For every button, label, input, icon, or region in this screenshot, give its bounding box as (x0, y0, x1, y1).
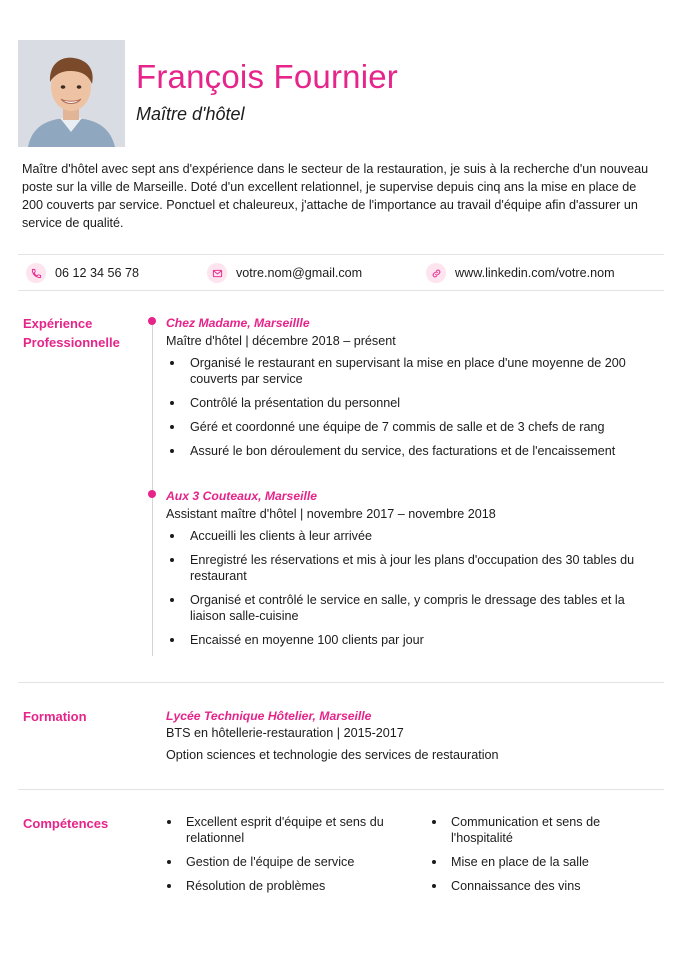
envelope-icon (207, 263, 227, 283)
contact-linkedin[interactable] (426, 263, 615, 283)
list-item: Organisé et contrôlé le service en salle, y compris le dressage des tables et la liaison salle-cuisine (166, 592, 646, 624)
resume-header (18, 40, 658, 148)
list-item: Accueilli les clients à leur arrivée (166, 528, 646, 544)
contact-phone[interactable] (26, 263, 139, 283)
experience-entry (166, 315, 646, 467)
list-item: Géré et coordonné une équipe de 7 commis de salle et de 3 chefs de rang (166, 419, 646, 435)
employer-name: Chez Madame, Marseillle (166, 316, 310, 330)
skill-item: Résolution de problèmes (166, 878, 391, 894)
education-entry (166, 708, 646, 764)
timeline-dot (148, 317, 156, 325)
list-item: Assuré le bon déroulement du service, des facturations et de l'encaissement (166, 443, 646, 459)
skills-column-left (166, 814, 391, 902)
link-icon (426, 263, 446, 283)
employer-name: Aux 3 Couteaux, Marseille (166, 489, 318, 503)
skill-item: Communication et sens de l'hospitalité (431, 814, 631, 846)
school-name: Lycée Technique Hôtelier, Marseille (166, 709, 372, 723)
phone-icon (26, 263, 46, 283)
section-divider (18, 682, 664, 683)
degree: BTS en hôtellerie-restauration | 2015-2017 (166, 726, 404, 740)
skill-item: Gestion de l'équipe de service (166, 854, 391, 870)
skill-item: Excellent esprit d'équipe et sens du relationnel (166, 814, 391, 846)
list-item: Encaissé en moyenne 100 clients par jour (166, 632, 646, 648)
candidate-name: François Fournier (136, 58, 398, 95)
job-bullets (166, 528, 646, 648)
section-divider (18, 789, 664, 790)
experience-entry (166, 488, 646, 656)
list-item: Contrôlé la présentation du personnel (166, 395, 646, 411)
job-role: Assistant maître d'hôtel | novembre 2017 – novembre 2018 (166, 507, 496, 521)
skill-item: Connaissance des vins (431, 878, 631, 894)
section-title-experience: Expérience Professionnelle (23, 316, 120, 350)
contact-email[interactable] (207, 263, 362, 283)
portrait-illustration (18, 40, 125, 147)
phone-number: 06 12 34 56 78 (55, 266, 140, 280)
skills-column-right (431, 814, 631, 902)
section-title-education: Formation (23, 709, 87, 724)
skill-item: Mise en place de la salle (431, 854, 631, 870)
contact-bar (18, 254, 664, 291)
list-item: Organisé le restaurant en supervisant la mise en place d'une moyenne de 200 couverts par service (166, 355, 646, 387)
candidate-job-title: Maître d'hôtel (136, 104, 245, 124)
degree-option: Option sciences et technologie des services de restauration (166, 748, 499, 762)
experience-timeline (152, 318, 153, 656)
list-item: Enregistré les réservations et mis à jour les plans d'occupation des 30 tables du restaurant (166, 552, 646, 584)
job-bullets (166, 355, 646, 459)
email-address: votre.nom@gmail.com (236, 266, 363, 280)
linkedin-url: www.linkedin.com/votre.nom (455, 266, 615, 280)
job-role: Maître d'hôtel | décembre 2018 – présent (166, 334, 396, 348)
profile-photo (18, 40, 125, 147)
timeline-dot (148, 490, 156, 498)
section-title-skills: Compétences (23, 816, 109, 831)
profile-summary: Maître d'hôtel avec sept ans d'expérience dans le secteur de la restauration, je suis à la recherche d'un nouveau poste sur la ville de Marseille. Doté d'un excellent relationnel, je supervise depuis cinq ans la mise en place de 200 couverts par service. Ponctuel et chaleureux, j'attache de l'importance au travail d'équipe afin d'assurer un service de qualité. (22, 162, 649, 230)
